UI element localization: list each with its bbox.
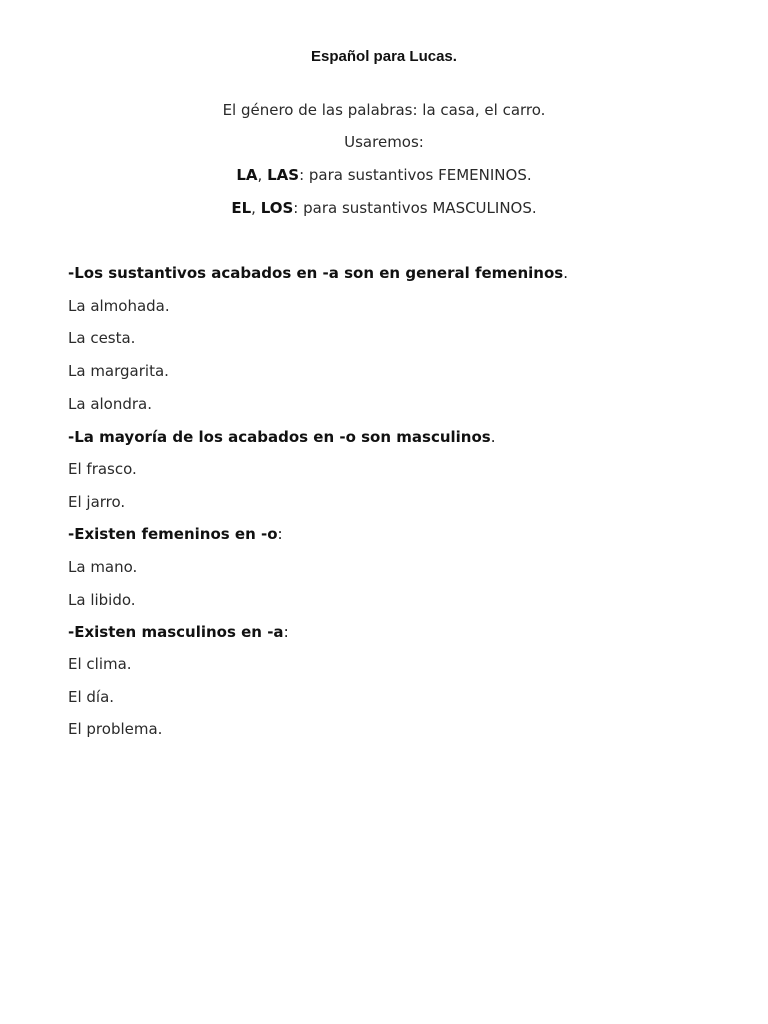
feminine-rule-text: : para sustantivos FEMENINOS. (299, 166, 532, 184)
page-title: Español para Lucas. (311, 48, 457, 65)
section-heading-text: -Existen femeninos en -o (68, 525, 278, 543)
example-item: El clima. (68, 655, 132, 673)
article-separator: , (251, 199, 261, 217)
section-heading-punct: . (563, 264, 568, 282)
example-item: La mano. (68, 558, 138, 576)
example-item: La cesta. (68, 329, 136, 347)
section-heading-text: -Los sustantivos acabados en -a son en general femeninos (68, 264, 564, 282)
example-item: La almohada. (68, 297, 170, 315)
article-las: LAS (267, 166, 300, 184)
example-item: El problema. (68, 720, 163, 738)
section-heading-text: -Existen masculinos en -a (68, 623, 284, 641)
example-item: La alondra. (68, 395, 153, 413)
section-heading (68, 623, 289, 641)
article-el: EL (231, 199, 252, 217)
section-heading (68, 525, 283, 543)
section-heading-punct: : (283, 623, 289, 641)
intro-usaremos: Usaremos: (344, 133, 424, 151)
example-item: El frasco. (68, 460, 137, 478)
masculine-rule-line (0, 199, 768, 217)
example-item: El día. (68, 688, 115, 706)
example-item: El jarro. (68, 493, 126, 511)
example-item: La libido. (68, 591, 136, 609)
section-heading-punct: . (490, 428, 496, 446)
article-separator: , (257, 166, 268, 184)
article-la: LA (236, 166, 258, 184)
feminine-rule-line (0, 166, 768, 184)
section-heading-punct: : (277, 525, 283, 543)
section-heading (68, 264, 568, 282)
section-heading-text: -La mayoría de los acabados en -o son masculinos (68, 428, 491, 446)
intro-subtitle: El género de las palabras: la casa, el carro. (222, 101, 546, 119)
example-item: La margarita. (68, 362, 169, 380)
masculine-rule-text: : para sustantivos MASCULINOS. (293, 199, 537, 217)
article-los: LOS (260, 199, 294, 217)
section-heading (68, 428, 496, 446)
